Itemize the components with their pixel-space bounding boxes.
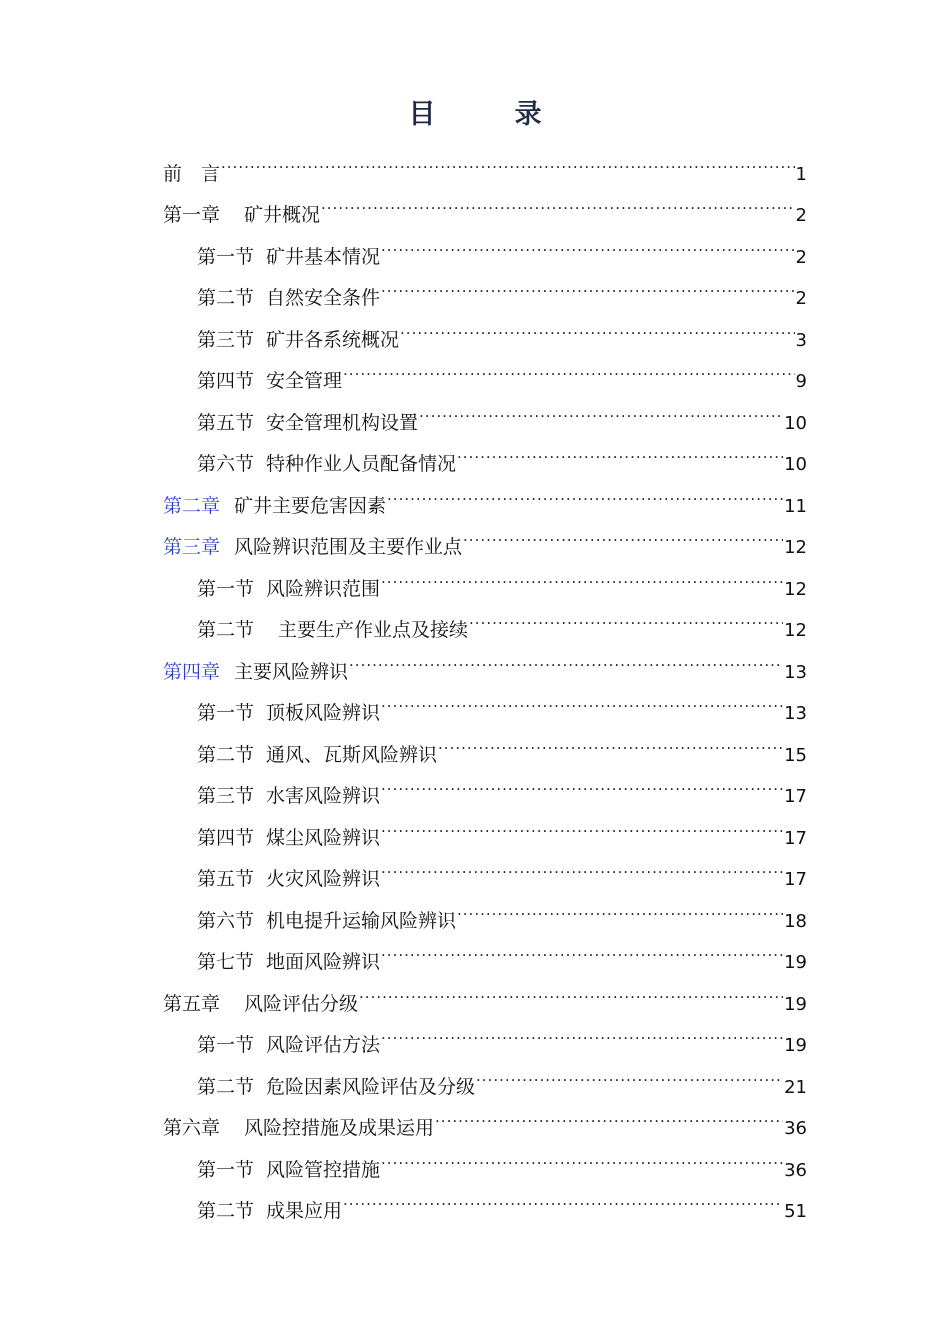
toc-dot-leader: [381, 844, 783, 886]
toc-entry-title: 火灾风险辨识: [266, 868, 381, 890]
toc-entry-title: 地面风险辨识: [266, 951, 381, 973]
table-of-contents: [163, 138, 807, 1222]
toc-entry-number: 第五节: [197, 868, 255, 890]
toc-entry-number: 第四节: [197, 826, 255, 849]
toc-entry-number: 第一章: [163, 204, 221, 226]
toc-page-number: 51: [784, 1201, 807, 1222]
toc-entry-title: 成果应用: [266, 1200, 343, 1222]
toc-entry[interactable]: [163, 636, 807, 683]
toc-dot-leader: [400, 304, 795, 346]
toc-entry-title: 矿井主要危害因素: [234, 494, 387, 517]
toc-page-number: 13: [784, 661, 807, 683]
toc-entry-number: 第三章: [163, 536, 221, 558]
toc-dot-leader: [463, 512, 783, 554]
toc-page-number: 12: [784, 620, 807, 641]
toc-page-number: 12: [784, 537, 807, 558]
toc-entry[interactable]: [163, 595, 807, 641]
toc-dot-leader: [457, 885, 783, 927]
toc-entry[interactable]: [163, 885, 807, 932]
toc-entry[interactable]: [163, 844, 807, 890]
toc-dot-leader: [359, 968, 783, 1010]
toc-entry[interactable]: [163, 346, 807, 392]
toc-page-number: 19: [784, 1035, 807, 1056]
toc-page-number: 10: [784, 454, 807, 475]
toc-page-number: 11: [784, 495, 807, 517]
toc-page-number: 21: [784, 1076, 807, 1098]
toc-dot-leader: [221, 138, 795, 180]
toc-entry-number: 第一节: [197, 1158, 255, 1181]
toc-entry-number: 第五章: [163, 992, 221, 1015]
toc-page-number: 36: [784, 1159, 807, 1181]
toc-entry-number: 第二节: [197, 1200, 255, 1222]
toc-entry-title: 机电提升运输风险辨识: [266, 909, 457, 932]
toc-entry-number: 第二章: [163, 494, 221, 517]
toc-entry[interactable]: [163, 1093, 807, 1139]
toc-entry[interactable]: [163, 1051, 807, 1098]
toc-entry-number: 第一节: [197, 245, 255, 268]
toc-entry-title: 自然安全条件: [266, 287, 381, 309]
toc-page-number: 19: [784, 952, 807, 973]
toc-entry-title: 水害风险辨识: [266, 785, 381, 807]
toc-entry[interactable]: [163, 304, 807, 351]
toc-page-number: 13: [784, 703, 807, 724]
toc-entry-title: 主要生产作业点及接续: [278, 619, 469, 641]
toc-entry-title: 矿井概况: [244, 204, 321, 226]
toc-entry-number: 第二节: [197, 287, 255, 309]
toc-entry-title: 主要风险辨识: [234, 660, 349, 683]
toc-entry-title: 矿井各系统概况: [266, 328, 400, 351]
toc-entry-title: 煤尘风险辨识: [266, 826, 381, 849]
toc-page-number: 2: [795, 288, 807, 309]
toc-entry-title: 安全管理: [266, 370, 343, 392]
toc-entry[interactable]: [163, 927, 807, 973]
toc-page-number: 17: [784, 827, 807, 849]
toc-dot-leader: [435, 1093, 783, 1135]
toc-dot-leader: [381, 678, 783, 720]
toc-entry[interactable]: [163, 138, 807, 185]
toc-entry-title: 特种作业人员配备情况: [266, 453, 457, 475]
toc-entry-number: 第四章: [163, 660, 221, 683]
toc-entry-number: 第三节: [197, 785, 255, 807]
toc-entry-number: 第五节: [197, 411, 255, 434]
toc-dot-leader: [469, 595, 783, 637]
toc-page-number: 18: [784, 910, 807, 932]
toc-dot-leader: [381, 263, 795, 305]
toc-entry-number: 第七节: [197, 951, 255, 973]
toc-dot-leader: [457, 429, 783, 471]
toc-entry-number: 第六章: [163, 1117, 221, 1139]
toc-page-number: 12: [784, 578, 807, 600]
toc-dot-leader: [387, 470, 783, 512]
toc-entry-title: 风险管控措施: [266, 1158, 381, 1181]
toc-dot-leader: [381, 553, 783, 595]
toc-dot-leader: [476, 1051, 783, 1093]
toc-page-number: 15: [784, 744, 807, 766]
toc-entry-number: 第二节: [197, 1075, 255, 1098]
toc-page-number: 1: [795, 163, 807, 185]
toc-dot-leader: [381, 927, 783, 969]
toc-dot-leader: [343, 1176, 783, 1218]
toc-entry-number: 前 言: [163, 162, 221, 185]
toc-entry-title: 风险评估分级: [244, 992, 359, 1015]
toc-page-number: 17: [784, 869, 807, 890]
toc-page-number: 9: [795, 371, 807, 392]
toc-entry-title: 通风、瓦斯风险辨识: [266, 743, 438, 766]
toc-entry-title: 矿井基本情况: [266, 245, 381, 268]
toc-entry[interactable]: [163, 429, 807, 475]
toc-page-number: 17: [784, 786, 807, 807]
toc-entry-number: 第一节: [197, 702, 255, 724]
toc-dot-leader: [419, 387, 783, 429]
toc-page-number: 2: [795, 205, 807, 226]
toc-entry-number: 第二节: [197, 743, 255, 766]
toc-entry[interactable]: [163, 387, 807, 434]
toc-entry-number: 第六节: [197, 909, 255, 932]
toc-entry-title: 危险因素风险评估及分级: [266, 1075, 476, 1098]
toc-title: 目 录: [408, 99, 568, 130]
toc-entry-number: 第二节: [197, 619, 255, 641]
toc-dot-leader: [381, 221, 795, 263]
toc-entry[interactable]: [163, 263, 807, 309]
toc-entry-title: 风险辨识范围及主要作业点: [234, 536, 463, 558]
toc-entry-number: 第一节: [197, 577, 255, 600]
toc-entry-title: 风险评估方法: [266, 1034, 381, 1056]
toc-page-number: 19: [784, 993, 807, 1015]
toc-entry-title: 安全管理机构设置: [266, 411, 419, 434]
toc-page-number: 10: [784, 412, 807, 434]
toc-entry[interactable]: [163, 470, 807, 517]
toc-page-number: 2: [795, 246, 807, 268]
toc-entry[interactable]: [163, 802, 807, 849]
toc-entry-number: 第一节: [197, 1034, 255, 1056]
toc-entry[interactable]: [163, 968, 807, 1015]
toc-entry-title: 风险辨识范围: [266, 577, 381, 600]
toc-entry[interactable]: [163, 719, 807, 766]
toc-entry-number: 第六节: [197, 453, 255, 475]
toc-entry-title: 顶板风险辨识: [266, 702, 381, 724]
toc-dot-leader: [321, 180, 795, 222]
toc-dot-leader: [343, 346, 795, 388]
toc-entry-number: 第四节: [197, 370, 255, 392]
toc-dot-leader: [381, 802, 783, 844]
toc-entry[interactable]: [163, 761, 807, 807]
toc-entry-number: 第三节: [197, 328, 255, 351]
toc-page-number: 36: [784, 1118, 807, 1139]
toc-entry[interactable]: [163, 1176, 807, 1222]
toc-page-number: 3: [795, 329, 807, 351]
toc-dot-leader: [381, 1134, 783, 1176]
toc-dot-leader: [381, 761, 783, 803]
toc-dot-leader: [381, 1010, 783, 1052]
toc-entry-title: 风险控措施及成果运用: [244, 1117, 435, 1139]
toc-entry[interactable]: [163, 180, 807, 226]
toc-dot-leader: [349, 636, 783, 678]
toc-dot-leader: [438, 719, 783, 761]
